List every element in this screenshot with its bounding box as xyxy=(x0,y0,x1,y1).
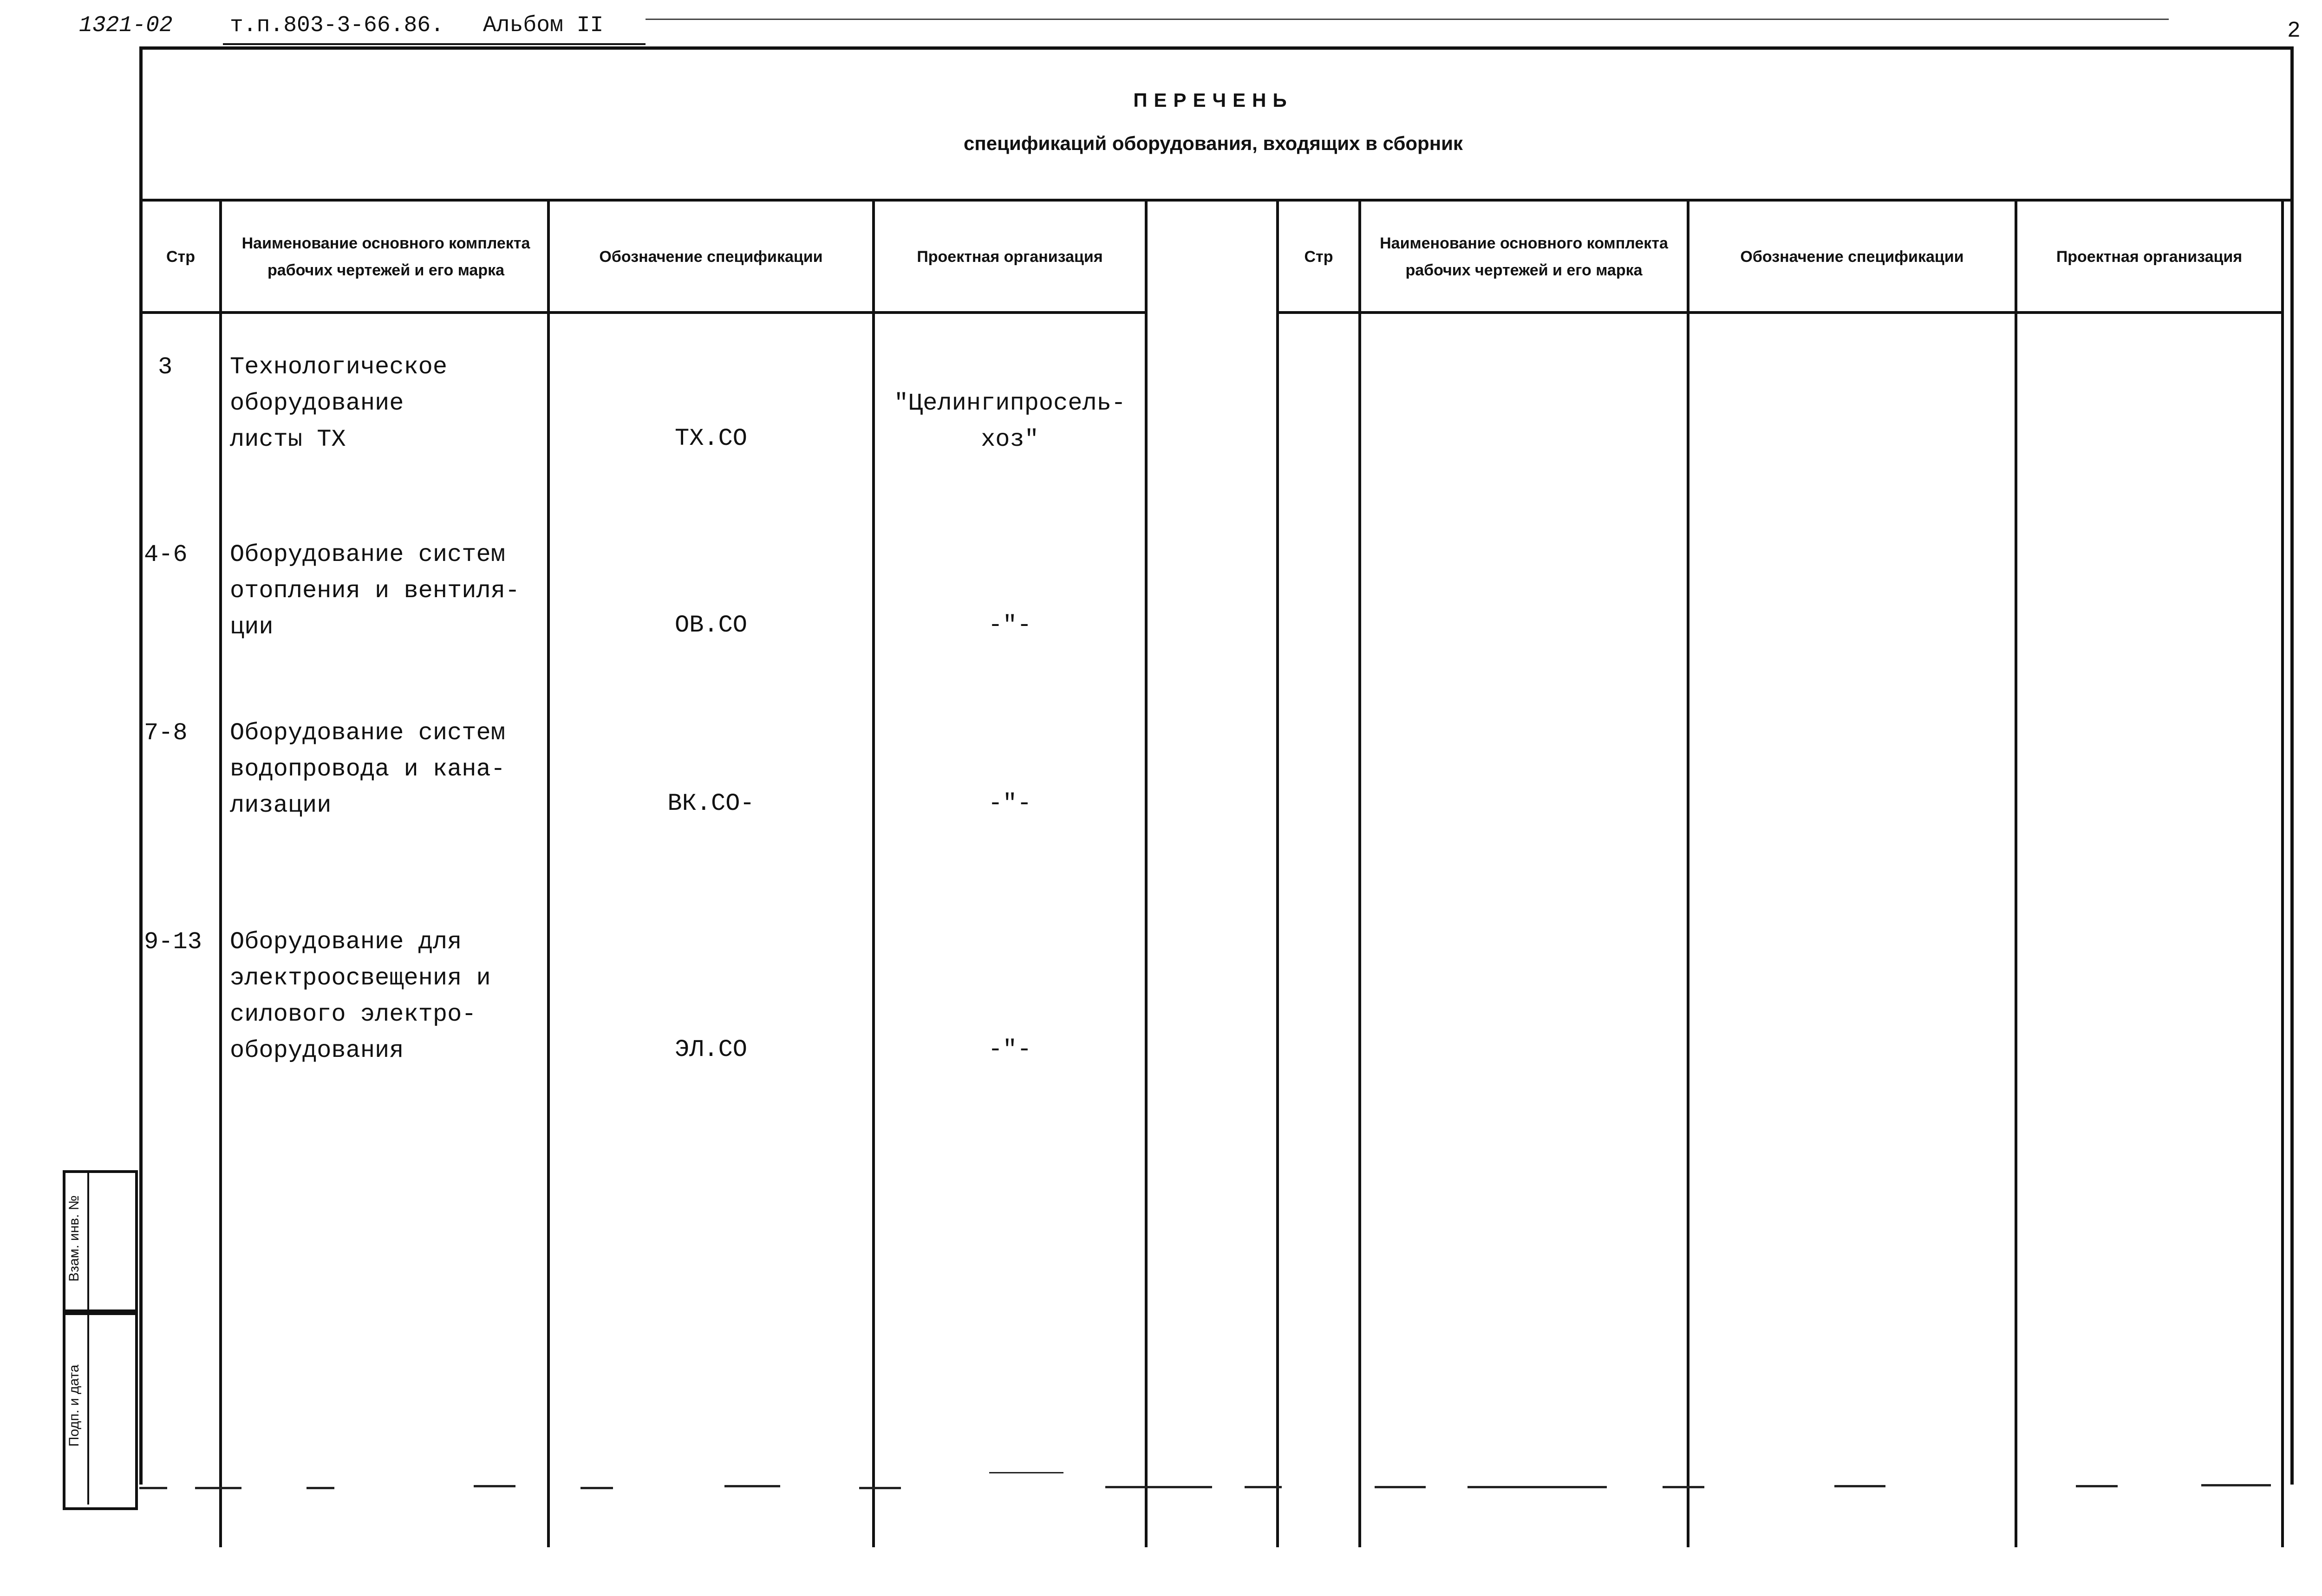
col-header-page: Стр xyxy=(166,248,195,266)
top-rule xyxy=(646,19,2169,20)
row4-organization: -"- xyxy=(988,1036,1032,1063)
row1-name: Технологическое оборудование листы ТХ xyxy=(230,353,448,453)
col-header-name-right: Наименование основного комплекта рабочих чертежей и его марка xyxy=(1380,235,1668,279)
bottom-rule-segment xyxy=(989,1472,1063,1473)
stamp-label-inv: Взам. инв. № xyxy=(66,1195,82,1282)
list-subtitle: спецификаций оборудования, входящих в сборник xyxy=(964,132,1463,154)
col-divider-l2 xyxy=(547,201,550,1547)
project-number: т.п.803-3-66.86. xyxy=(230,13,444,38)
row1-page: 3 xyxy=(158,353,173,381)
bottom-rule-segment xyxy=(859,1487,901,1489)
col-divider-l4 xyxy=(1145,201,1148,1547)
col-divider-r3 xyxy=(2015,201,2017,1547)
bottom-rule-segment xyxy=(2201,1484,2271,1486)
row4-name: Оборудование для электроосвещения и силового электро- оборудования xyxy=(230,928,491,1064)
bottom-rule-segment xyxy=(307,1487,334,1489)
bottom-rule-segment xyxy=(474,1485,515,1487)
bottom-rule-segment xyxy=(1468,1486,1607,1488)
bottom-rule-segment xyxy=(195,1487,241,1489)
row4-designation: ЭЛ.СО xyxy=(674,1036,748,1063)
row3-page: 7-8 xyxy=(144,719,188,747)
row1-organization: "Целингипросель- хоз" xyxy=(894,390,1126,453)
bottom-rule-segment xyxy=(724,1485,780,1487)
header-bottom-right xyxy=(1276,311,2284,314)
stamp-divider xyxy=(87,1170,89,1505)
row3-organization: -"- xyxy=(988,790,1032,817)
bottom-rule-segment xyxy=(580,1487,613,1489)
row3-designation: ВК.СО- xyxy=(667,790,755,817)
col-header-organization: Проектная организация xyxy=(917,248,1103,266)
handwritten-code: 1321-02 xyxy=(79,13,173,38)
page-number: 2 xyxy=(2287,19,2301,44)
album-label: Альбом II xyxy=(483,13,604,38)
header-bottom-left xyxy=(139,311,1148,314)
col-header-designation-right: Обозначение спецификации xyxy=(1740,248,1964,266)
row2-organization: -"- xyxy=(988,612,1032,639)
row2-name: Оборудование систем отопления и вентиля- ции xyxy=(230,541,520,641)
stamp-label-sign: Подп. и дата xyxy=(66,1364,82,1447)
col-header-designation: Обозначение спецификации xyxy=(599,248,823,266)
row1-designation: ТХ.СО xyxy=(674,425,748,452)
list-title: ПЕРЕЧЕНЬ xyxy=(1133,89,1293,111)
bottom-rule-segment xyxy=(1245,1486,1282,1488)
bottom-rule-segment xyxy=(1663,1486,1704,1488)
row2-designation: ОВ.СО xyxy=(674,612,748,639)
bottom-rule-segment xyxy=(1105,1486,1212,1488)
bottom-rule-segment xyxy=(1834,1485,1885,1487)
col-divider-r1 xyxy=(1358,201,1361,1547)
bottom-rule-segment xyxy=(139,1487,167,1489)
bottom-rule-segment xyxy=(2076,1485,2118,1487)
col-header-organization-right: Проектная организация xyxy=(2056,248,2243,266)
col-divider-r4 xyxy=(2281,201,2284,1547)
row3-name: Оборудование систем водопровода и кана- лизации xyxy=(230,719,505,819)
col-divider-l1 xyxy=(219,201,222,1547)
header-underline xyxy=(223,43,646,45)
row4-page: 9-13 xyxy=(144,928,202,956)
row2-page: 4-6 xyxy=(144,541,188,568)
col-header-page-right: Стр xyxy=(1304,248,1333,266)
bottom-rule-segment xyxy=(1375,1486,1426,1488)
title-separator xyxy=(139,199,2290,202)
col-divider-r0 xyxy=(1276,201,1279,1547)
col-header-name: Наименование основного комплекта рабочих чертежей и его марка xyxy=(241,235,530,279)
col-divider-r2 xyxy=(1687,201,1689,1547)
